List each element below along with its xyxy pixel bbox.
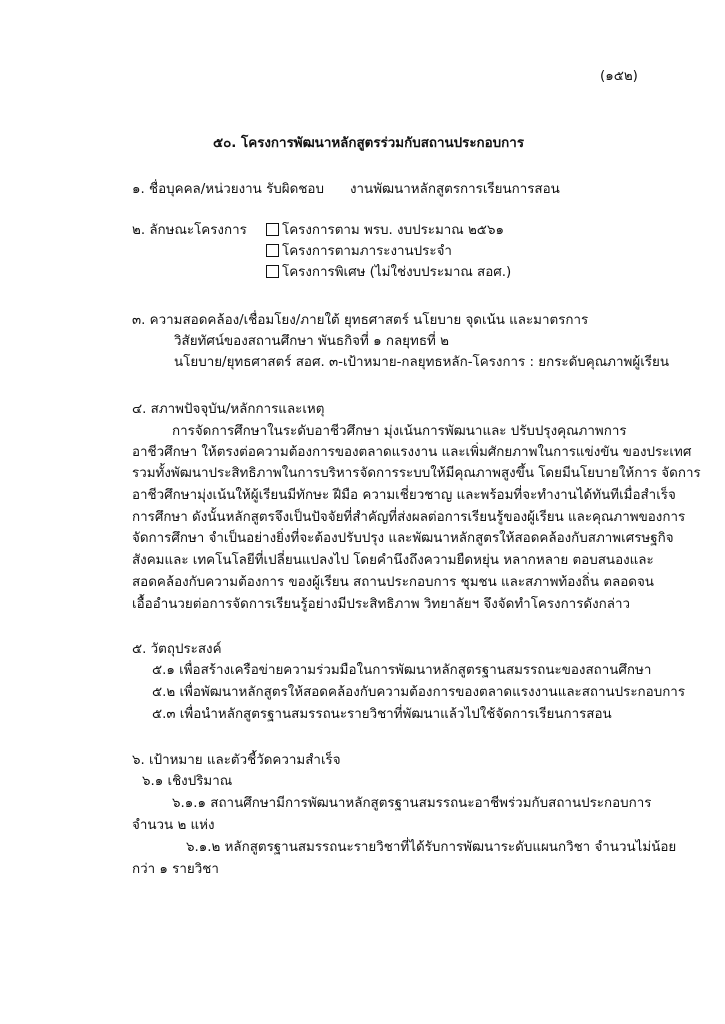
project-type-option <box>266 243 452 261</box>
alignment-line: วิสัยทัศน์ของสถานศึกษา พันธกิจที่ ๑ กลยุทธที่ ๒ <box>174 334 449 349</box>
checkbox-icon <box>266 244 279 257</box>
rationale-line: จัดการศึกษา จำเป็นอย่างยิ่งที่จะต้องปรับปรุง และพัฒนาหลักสูตรให้สอดคล้องกับสภาพเศรษฐกิจ <box>132 531 674 546</box>
rationale-line: เอื้ออำนวยต่อการจัดการเรียนรู้อย่างมีประสิทธิภาพ วิทยาลัยฯ จึงจัดทำโครงการดังกล่าว <box>132 597 630 612</box>
project-type-option <box>266 222 504 240</box>
target-line: ๖.๑.๑ สถานศึกษามีการพัฒนาหลักสูตรฐานสมรรถนะอาชีพร่วมกับสถานประกอบการ <box>172 796 652 811</box>
target-line: กว่า ๑ รายวิชา <box>132 862 219 877</box>
objective-item: ๕.๑ เพื่อสร้างเครือข่ายความร่วมมือในการพัฒนาหลักสูตรฐานสมรรถนะของสถานศึกษา <box>152 663 652 678</box>
document-title: ๕๐. โครงการพัฒนาหลักสูตรร่วมกับสถานประกอบการ <box>213 136 525 151</box>
project-type-label: ๒. ลักษณะโครงการ <box>132 223 247 238</box>
page-number: (๑๕๒) <box>600 69 638 84</box>
responsible-value: งานพัฒนาหลักสูตรการเรียนการสอน <box>350 182 560 197</box>
rationale-heading: ๔. สภาพปัจจุบัน/หลักการและเหตุ <box>132 402 325 417</box>
option-label: โครงการตาม พรบ. งบประมาณ ๒๕๖๑ <box>282 223 504 238</box>
target-line: จำนวน ๒ แห่ง <box>132 818 215 833</box>
quantitative-heading: ๖.๑ เชิงปริมาณ <box>142 774 233 789</box>
rationale-line: การศึกษา ดังนั้นหลักสูตรจึงเป็นปัจจัยที่สำคัญที่ส่งผลต่อการเรียนรู้ของผู้เรียน และคุณภาพของการ <box>132 510 686 525</box>
alignment-heading: ๓. ความสอดคล้อง/เชื่อมโยง/ภายใต้ ยุทธศาสตร์ นโยบาย จุดเน้น และมาตรการ <box>132 313 589 328</box>
rationale-line: อาชีวศึกษามุ่งเน้นให้ผู้เรียนมีทักษะ ฝีมือ ความเชี่ยวชาญ และพร้อมที่จะทำงานได้ทันทีเมื่อสำเร็จ <box>132 488 676 503</box>
rationale-line: การจัดการศึกษาในระดับอาชีวศึกษา มุ่งเน้นการพัฒนาและ ปรับปรุงคุณภาพการ <box>172 424 627 439</box>
project-type-option <box>266 264 511 282</box>
targets-heading: ๖. เป้าหมาย และตัวชี้วัดความสำเร็จ <box>132 753 341 768</box>
alignment-line: นโยบาย/ยุทธศาสตร์ สอศ. ๓-เป้าหมาย-กลยุทธหลัก-โครงการ : ยกระดับคุณภาพผู้เรียน <box>174 355 669 370</box>
rationale-line: อาชีวศึกษา ให้ตรงต่อความต้องการของตลาดแรงงาน และเพิ่มศักยภาพในการแข่งขัน ของประเทศ <box>132 445 692 460</box>
option-label: โครงการพิเศษ (ไม่ใช่งบประมาณ สอศ.) <box>282 265 512 280</box>
responsible-label: ๑. ชื่อบุคคล/หน่วยงาน รับผิดชอบ <box>132 182 324 197</box>
objective-item: ๕.๒ เพื่อพัฒนาหลักสูตรให้สอดคล้องกับความต้องการของตลาดแรงงานและสถานประกอบการ <box>152 685 686 700</box>
rationale-line: สังคมและ เทคโนโลยีที่เปลี่ยนแปลงไป โดยคำนึงถึงความยืดหยุ่น หลากหลาย ตอบสนองและ <box>132 553 654 568</box>
target-line: ๖.๑.๒ หลักสูตรฐานสมรรถนะรายวิชาที่ได้รับการพัฒนาระดับแผนกวิชา จำนวนไม่น้อย <box>186 840 677 855</box>
checkbox-icon <box>266 223 279 236</box>
objective-item: ๕.๓ เพื่อนำหลักสูตรฐานสมรรถนะรายวิชาที่พัฒนาแล้วไปใช้จัดการเรียนการสอน <box>152 707 612 722</box>
rationale-line: สอดคล้องกับความต้องการ ของผู้เรียน สถานประกอบการ ชุมชน และสภาพท้องถิ่น ตลอดจน <box>132 575 654 590</box>
rationale-line: รวมทั้งพัฒนาประสิทธิภาพในการบริหารจัดการระบบให้มีคุณภาพสูงขึ้น โดยมีนโยบายให้การ จัดการ <box>132 466 701 481</box>
option-label: โครงการตามภาระงานประจำ <box>282 244 452 259</box>
checkbox-icon <box>266 265 279 278</box>
objectives-heading: ๕. วัตถุประสงค์ <box>132 642 222 657</box>
